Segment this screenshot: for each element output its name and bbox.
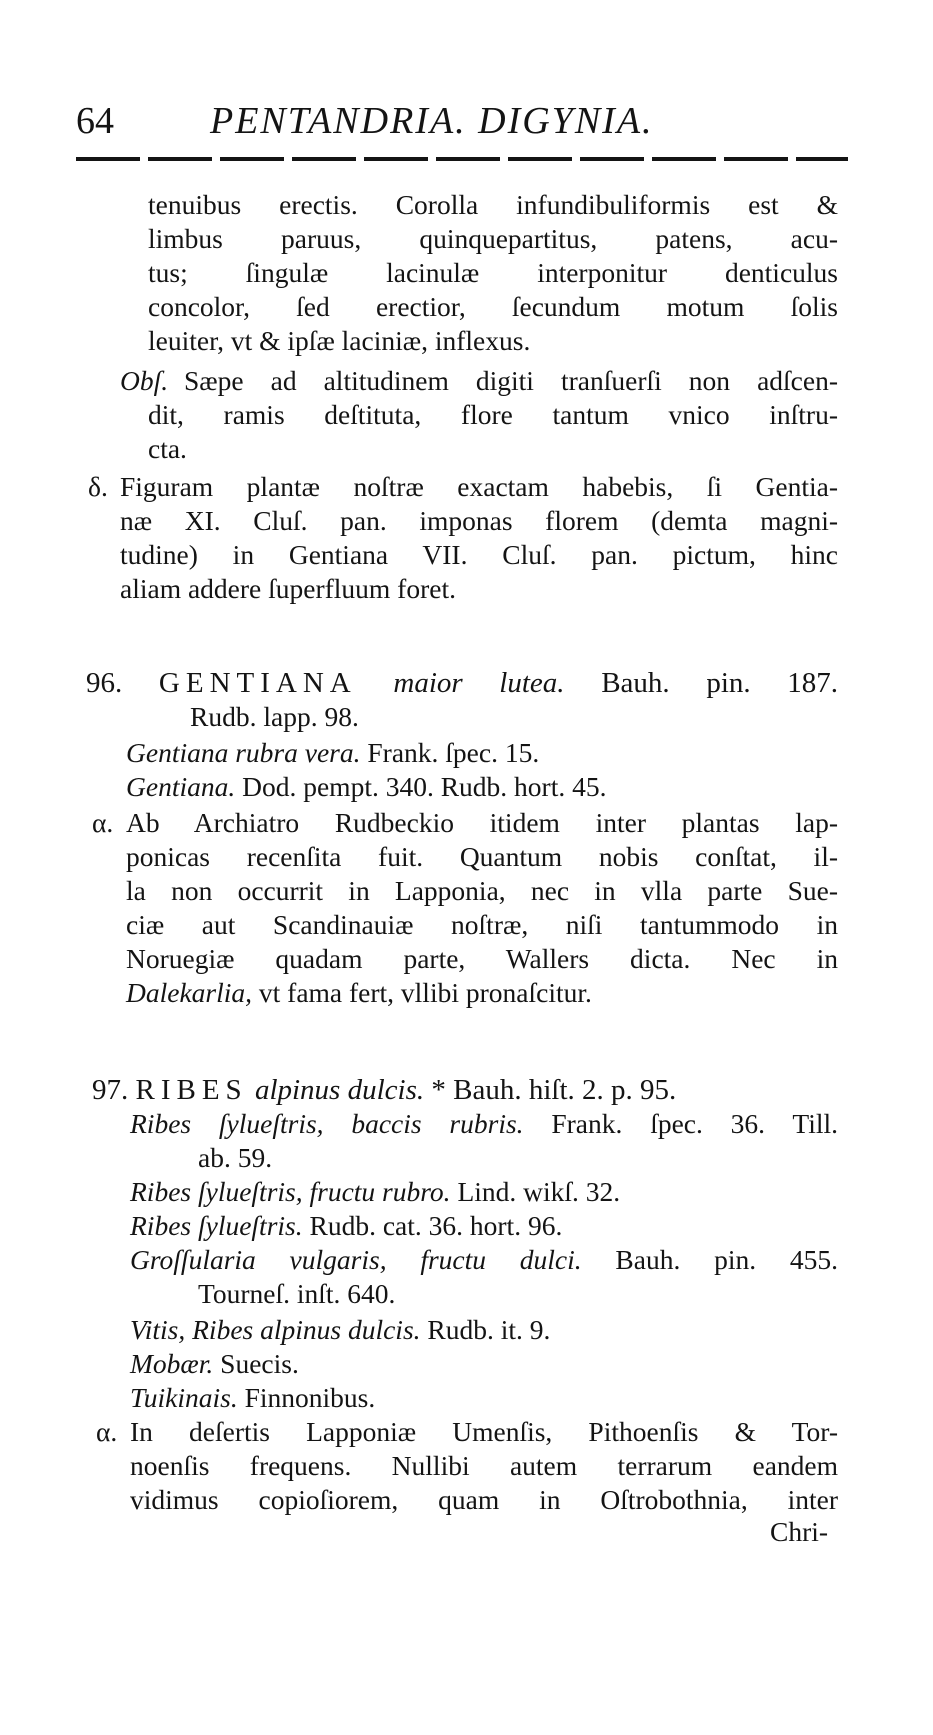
text-line: Figuram plantæ noſtræ exactam habebis, ſi Gentia- <box>120 471 838 502</box>
epithet: maior lutea. <box>393 667 565 699</box>
obs-label: Obſ. <box>120 365 169 396</box>
text-line: In deſertis Lapponiæ Umenſis, Pithoenſis & Tor- <box>130 1416 838 1447</box>
synonym <box>130 1381 375 1415</box>
synonym <box>130 1347 299 1381</box>
text-line: la non occurrit in Lapponia, nec in vlla parte Sue- <box>126 875 838 906</box>
synonym-name: Ribes ſylueſtris, baccis rubris. <box>130 1108 524 1139</box>
text-line: cta. <box>148 433 187 464</box>
text-line: noenſis frequens. Nullibi autem terrarum eandem <box>130 1450 838 1481</box>
synonym-cont: Tourneſ. inſt. 640. <box>198 1278 396 1309</box>
reference: * Bauh. hiſt. 2. p. 95. <box>431 1074 677 1106</box>
text-line: dit, ramis deſtituta, flore tantum vnico inſtru- <box>148 399 838 430</box>
epithet: alpinus dulcis. <box>254 1074 425 1106</box>
synonym-name: Vitis, Ribes alpinus dulcis. <box>130 1314 421 1345</box>
synonym <box>126 736 539 770</box>
page-header <box>76 95 856 155</box>
genus-name: RIBES <box>135 1074 248 1106</box>
synonym <box>130 1243 838 1277</box>
synonym-name: Mobær. <box>130 1348 214 1379</box>
page-number: 64 <box>76 100 114 142</box>
text-line: tenuibus erectis. Corolla infundibuliformis est & <box>148 189 838 220</box>
synonym-name: Tuikinais. <box>130 1382 238 1413</box>
text-line: Noruegiæ quadam parte, Wallers dicta. Nec in <box>126 943 838 974</box>
reference-cont: Rudb. lapp. 98. <box>190 701 359 732</box>
text-line: Sæpe ad altitudinem digiti tranſuerſi non adſcen- <box>184 365 838 396</box>
entry-heading <box>92 1073 676 1107</box>
genus-name: GENTIANA <box>158 667 357 699</box>
header-rule <box>76 157 848 161</box>
text-line: næ XI. Cluſ. pan. imponas florem (demta magni- <box>120 505 838 536</box>
synonym <box>130 1313 550 1347</box>
synonym <box>126 770 606 804</box>
synonym-name: Ribes ſylueſtris. <box>130 1210 303 1241</box>
alpha-label: α. <box>96 1416 118 1447</box>
synonym-ref: Suecis. <box>220 1348 299 1379</box>
entry-heading <box>86 666 838 700</box>
entry-number: 97. <box>92 1074 129 1106</box>
text-line: Ab Archiatro Rudbeckio itidem inter plantas lap- <box>126 807 838 838</box>
synonym <box>130 1107 838 1141</box>
text-line: tus; ſingulæ lacinulæ interponitur denticulus <box>148 257 838 288</box>
text-line: leuiter, vt & ipſæ laciniæ, inflexus. <box>148 325 531 356</box>
synonym-ref: Rudb. it. 9. <box>427 1314 551 1345</box>
text-line: ciæ aut Scandinauiæ noſtræ, niſi tantummodo in <box>126 909 838 940</box>
synonym-ref: Dod. pempt. 340. Rudb. hort. 45. <box>242 771 607 802</box>
text-line: aliam addere ſuperfluum foret. <box>120 573 456 604</box>
synonym-ref: Lind. wikſ. 32. <box>457 1176 621 1207</box>
synonym-name: Gentiana rubra vera. <box>126 737 361 768</box>
synonym-ref: Finnonibus. <box>244 1382 376 1413</box>
synonym-ref: Frank. ſpec. 36. Till. <box>551 1108 838 1139</box>
synonym <box>130 1175 620 1209</box>
alpha-label: α. <box>92 807 114 838</box>
text-fragment: vt fama fert, vllibi pronaſcitur. <box>258 977 592 1008</box>
text-line <box>126 976 592 1010</box>
text-line: ponicas recenſita fuit. Quantum nobis conſtat, il- <box>126 841 838 872</box>
entry-number: 96. <box>86 667 123 699</box>
text-line: concolor, ſed erectior, ſecundum motum ſolis <box>148 291 838 322</box>
reference: Bauh. pin. 187. <box>601 667 839 699</box>
place-name: Dalekarlia, <box>126 977 253 1008</box>
synonym-name: Groſſularia vulgaris, fructu dulci. <box>130 1244 582 1275</box>
synonym-ref: Bauh. pin. 455. <box>615 1244 839 1275</box>
synonym-name: Gentiana. <box>126 771 236 802</box>
text-line: tudine) in Gentiana VII. Cluſ. pan. pictum, hinc <box>120 539 838 570</box>
synonym <box>130 1209 562 1243</box>
text-line: vidimus copioſiorem, quam in Oſtrobothnia, inter <box>130 1484 838 1515</box>
text-line: limbus paruus, quinquepartitus, patens, acu- <box>148 223 838 254</box>
synonym-cont: ab. 59. <box>198 1142 273 1173</box>
catchword: Chri- <box>770 1516 829 1547</box>
synonym-ref: Frank. ſpec. 15. <box>367 737 540 768</box>
running-title: PENTANDRIA. DIGYNIA. <box>210 100 654 142</box>
delta-label: δ. <box>88 471 108 502</box>
synonym-name: Ribes ſylueſtris, fructu rubro. <box>130 1176 451 1207</box>
synonym-ref: Rudb. cat. 36. hort. 96. <box>309 1210 563 1241</box>
